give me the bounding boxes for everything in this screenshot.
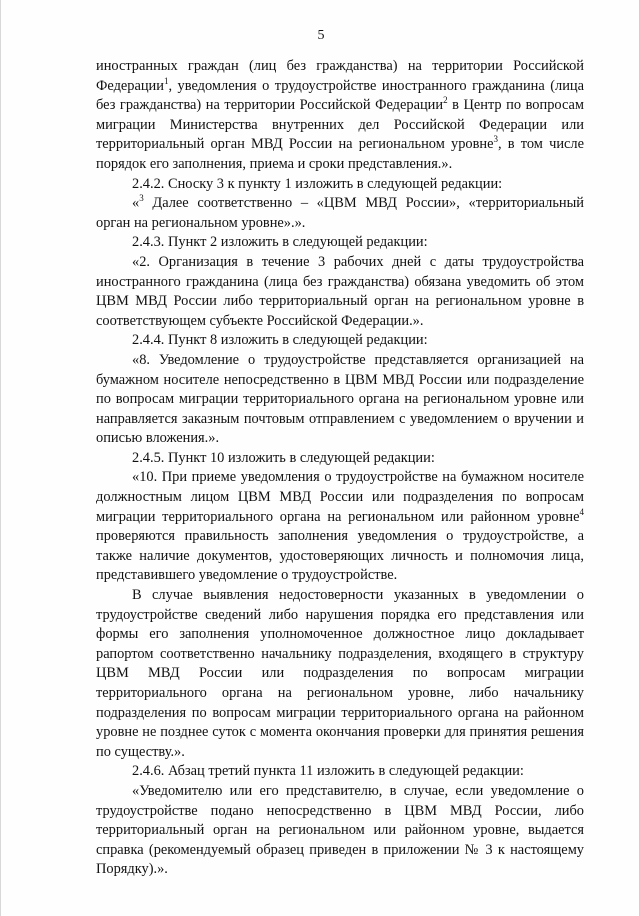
- text-run: 2.4.5. Пункт 10 изложить в следующей редакции:: [132, 449, 435, 466]
- text-run: «8. Уведомление о трудоустройстве представляется организацией на бумажном носителе непосредственно в ЦВМ МВД России или подразделение по вопросам миграции территориального органа на региональном уровне или направляется заказным почтовым отправлением с уведомлением о вручении и описью вложения.».: [96, 351, 584, 447]
- text-run: «10. При приеме уведомления о трудоустройстве на бумажном носителе должностным лицом ЦВМ МВД России или подразделения по вопросам миграции территориального органа на региональном или районном уровне: [96, 469, 584, 525]
- paragraph-p11: [96, 762, 584, 782]
- footnote-ref: 4: [579, 506, 584, 517]
- document-body: [96, 57, 584, 880]
- text-run: иностранных граждан (лиц без гражданства) на территории Российской Федерации: [96, 58, 584, 94]
- footnote-ref: 2: [443, 95, 448, 106]
- paragraph-p3: [96, 194, 584, 233]
- paragraph-p12: [96, 782, 584, 880]
- footnote-ref: 1: [163, 75, 169, 86]
- footnote-ref: 3: [139, 193, 144, 204]
- text-run: Далее соответственно – «ЦВМ МВД России», «территориальный орган на региональном уровне».».: [96, 195, 584, 231]
- text-run: В случае выявления недостоверности указанных в уведомлении о трудоустройстве сведений либо нарушения порядка его представления или формы его заполнения уполномоченное должностное лицо докладывает рапортом соответственно начальнику подразделения, входящего в структуру ЦВМ МВД России или подразделения по вопросам миграции территориального органа на региональном уровне, либо начальнику подразделения по вопросам миграции территориального органа на районном уровне не позднее суток с момента окончания проверки для принятия решения по существу.».: [96, 587, 584, 760]
- paragraph-p4: [96, 233, 584, 253]
- text-run: «2. Организация в течение 3 рабочих дней с даты трудоустройства иностранного гражданина (лица без гражданства) обязана уведомить об этом ЦВМ МВД России либо территориальный орган на региональном уровне в соответствующем субъекте Российской Федерации.».: [96, 253, 584, 329]
- text-run: , уведомления о трудоустройстве иностранного гражданина (лица без гражданства) на территории Российской Федерации: [96, 77, 584, 114]
- paragraph-p2: [96, 175, 584, 195]
- text-run: «: [132, 195, 140, 212]
- paragraph-p6: [96, 331, 584, 351]
- text-run: проверяются правильность заполнения уведомления о трудоустройстве, а также наличие документов, удостоверяющих личность и полномочия лица, представившего уведомление о трудоустройстве.: [96, 528, 584, 584]
- page-number: 5: [317, 28, 325, 43]
- text-run: 2.4.2. Сноску 3 к пункту 1 изложить в следующей редакции:: [132, 175, 503, 192]
- text-run: , в том числе порядок его заполнения, приема и сроки представления.».: [96, 136, 584, 172]
- footnote-ref: 3: [493, 134, 498, 145]
- text-run: в Центр по вопросам миграции Министерства внутренних дел Российской Федерации или территориальный орган МВД России на региональном уровне: [96, 97, 584, 153]
- text-run: 2.4.4. Пункт 8 изложить в следующей редакции:: [132, 332, 428, 349]
- paragraph-p7: [96, 351, 584, 449]
- paragraph-p1: [96, 57, 584, 175]
- paragraph-p10: [96, 586, 584, 762]
- paragraph-p8: [96, 449, 584, 469]
- text-run: «Уведомителю или его представителю, в случае, если уведомление о трудоустройстве подано непосредственно в ЦВМ МВД России, либо территориальный орган на региональном или районном уровне, выдается справка (рекомендуемый образец приведен в приложении № 3 к настоящему Порядку).».: [96, 782, 584, 878]
- paragraph-p9: [96, 468, 584, 586]
- text-run: 2.4.6. Абзац третий пункта 11 изложить в следующей редакции:: [132, 763, 524, 780]
- paragraph-p5: [96, 253, 584, 331]
- text-run: 2.4.3. Пункт 2 изложить в следующей редакции:: [132, 234, 428, 251]
